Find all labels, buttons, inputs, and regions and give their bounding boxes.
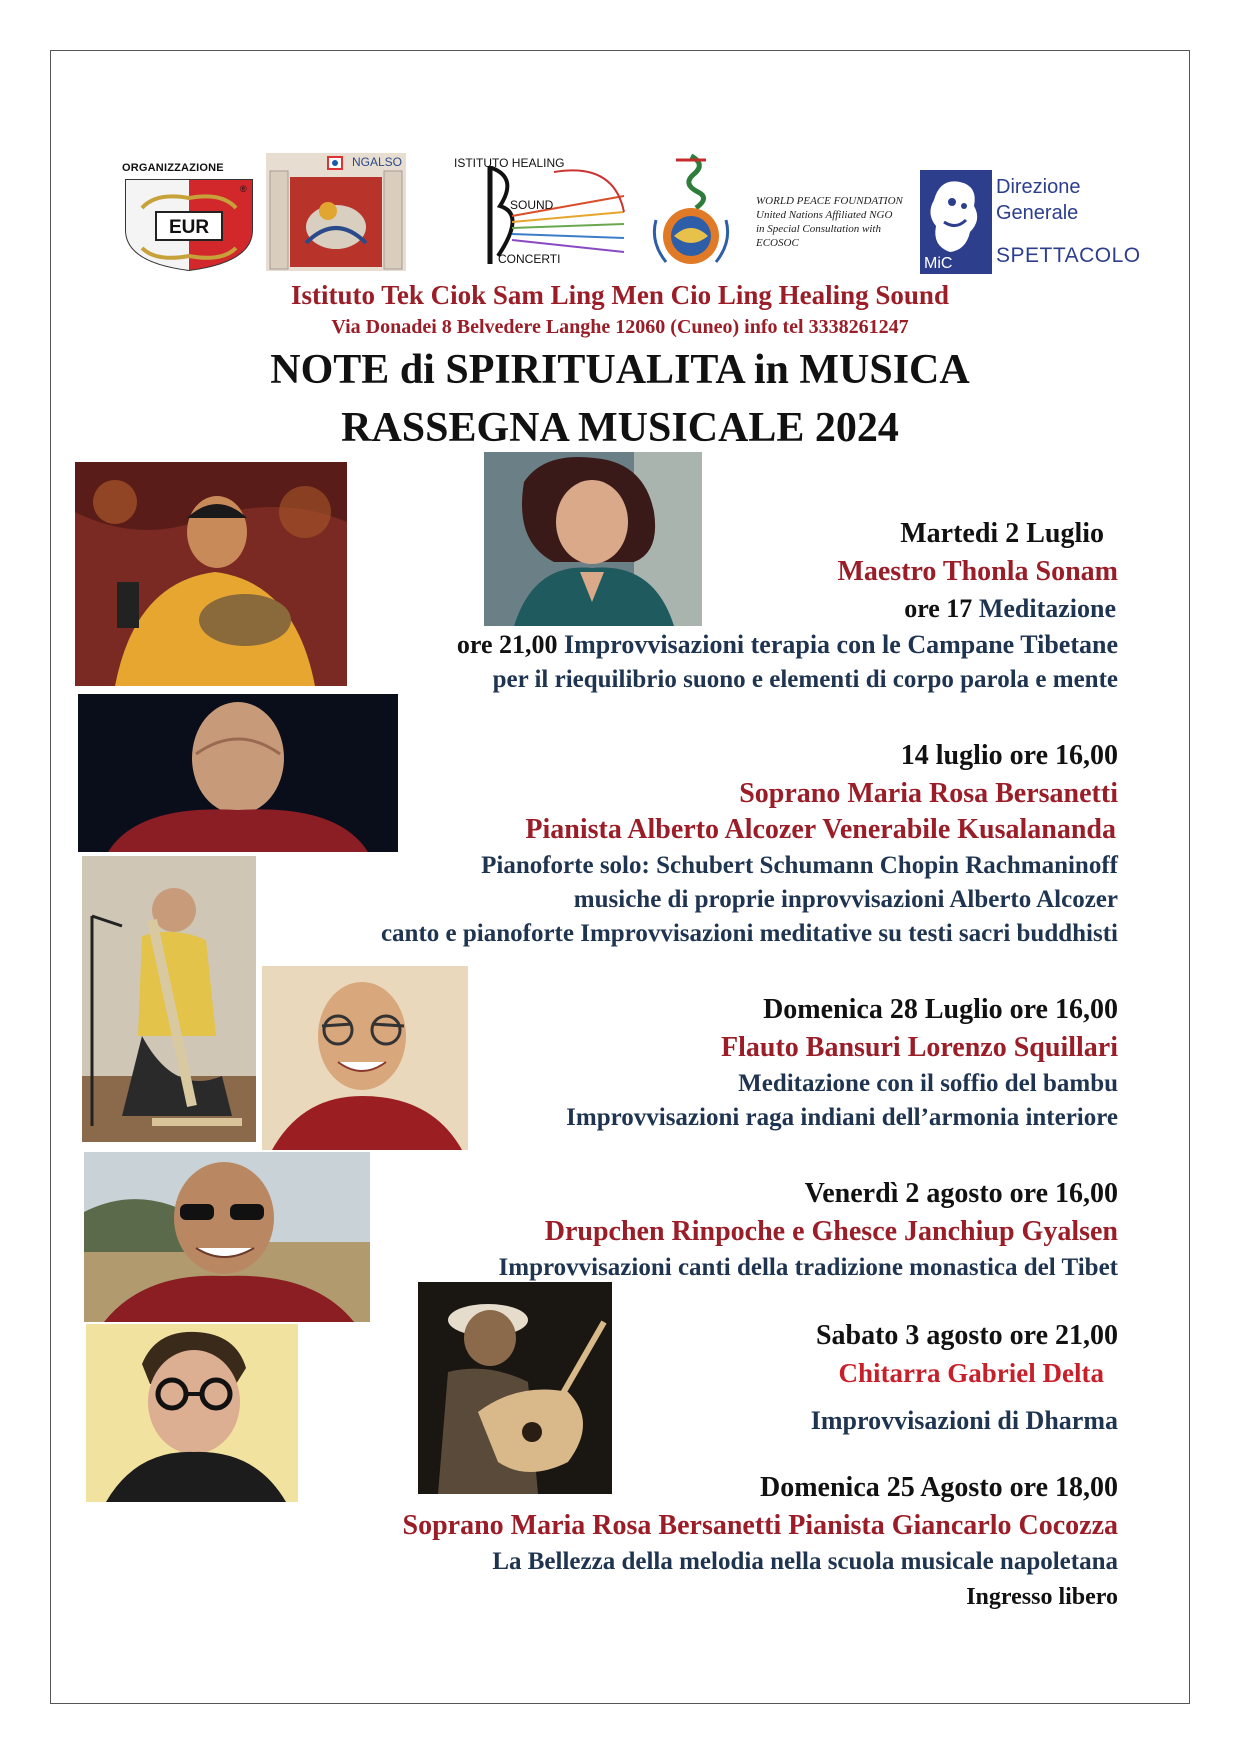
event-3-performer: Flauto Bansuri Lorenzo Squillari [721,1032,1118,1063]
photo-thonla-sonam [75,462,347,686]
mic-logo [920,170,1141,274]
event-3-date: Domenica 28 Luglio ore 16,00 [763,994,1118,1025]
event-2-desc-1: Pianoforte solo: Schubert Schumann Chopin Rachmaninoff [481,852,1118,879]
mic-mark: MiC [924,255,953,272]
event-1-line-2 [457,630,1118,660]
photo-gabriel-delta [418,1282,612,1494]
event-2-performer-2: Pianista Alberto Alcozer Venerabile Kusalananda [525,814,1116,845]
healing-label-3: CONCERTI [498,252,561,266]
wpf-line-1: WORLD PEACE FOUNDATION [756,195,903,207]
event-6-desc-1: La Bellezza della melodia nella scuola musicale napoletana [492,1548,1118,1575]
event-1-line-1 [904,594,1116,624]
photo-drupchen-rinpoche [84,1152,370,1322]
event-1-desc-2: Improvvisazioni terapia con le Campane Tibetane [564,630,1118,659]
healing-sound-logo [454,152,638,274]
event-6-performer: Soprano Maria Rosa Bersanetti Pianista Giancarlo Cocozza [402,1510,1118,1541]
ngalso-logo [266,153,406,271]
event-1-desc-1: Meditazione [978,594,1116,623]
event-5-desc-1: Improvvisazioni di Dharma [810,1406,1118,1435]
event-1-time-2: ore 21,00 [456,630,558,659]
wpf-line-2: United Nations Affiliated NGO [756,209,893,221]
event-5-performer: Chitarra Gabriel Delta [838,1358,1104,1388]
svg-text:®: ® [240,184,247,194]
event-5-date: Sabato 3 agosto ore 21,00 [815,1320,1118,1351]
event-1-performer: Maestro Thonla Sonam [837,556,1118,587]
photo-maria-rosa-bersanetti [484,452,702,626]
photo-kusalananda [262,966,468,1150]
event-2-desc-3: canto e pianoforte Improvvisazioni meditative su testi sacri buddhisti [380,920,1118,947]
event-6-date: Domenica 25 Agosto ore 18,00 [760,1472,1118,1503]
photo-alberto-alcozer [78,694,398,852]
world-peace-foundation-text [756,194,916,250]
healing-label-2: SOUND [510,198,554,212]
event-3-desc-1: Meditazione con il soffio del bambu [738,1070,1118,1097]
eur-logo [122,178,256,272]
eur-label: ORGANIZZAZIONE [122,162,224,174]
healing-label-1: ISTITUTO HEALING [454,156,565,170]
photo-giancarlo-cocozza [86,1324,298,1502]
mic-direzione [996,174,1080,226]
event-3-desc-2: Improvvisazioni raga indiani dell’armonia interiore [566,1104,1118,1131]
wpf-line-3: in Special Consultation with ECOSOC [756,223,881,249]
event-2-desc-2: musiche di proprie inprovvisazioni Alberto Alcozer [573,886,1118,913]
event-2-performer-1: Soprano Maria Rosa Bersanetti [739,778,1118,809]
mic-line-1: Direzione [996,176,1081,198]
event-1-date: Martedi 2 Luglio [900,518,1104,549]
photo-lorenzo-squillari [82,856,256,1142]
ngalso-title: NGALSO [352,155,403,169]
event-4-performer: Drupchen Rinpoche e Ghesce Janchiup Gyalsen [544,1216,1118,1247]
event-2-date: 14 luglio ore 16,00 [900,740,1118,771]
event-1-desc-3: per il riequilibrio suono e elementi di corpo parola e mente [492,666,1118,693]
event-4-date: Venerdì 2 agosto ore 16,00 [804,1178,1118,1209]
page-subtitle: RASSEGNA MUSICALE 2024 [341,405,899,451]
institute-name: Istituto Tek Ciok Sam Ling Men Cio Ling Healing Sound [291,280,949,310]
event-1-time-1: ore 17 [904,594,973,623]
event-6-footer: Ingresso libero [966,1584,1118,1610]
institute-address: Via Donadei 8 Belvedere Langhe 12060 (Cuneo) info tel 3338261247 [331,316,909,338]
eur-logo-text: EUR [168,217,210,238]
world-peace-foundation-logo [636,150,746,268]
event-4-desc-1: Improvvisazioni canti della tradizione monastica del Tibet [498,1254,1118,1281]
mic-line-2: Generale [996,202,1079,224]
page-title: NOTE di SPIRITUALITA in MUSICA [270,347,970,393]
mic-spettacolo: SPETTACOLO [996,244,1141,267]
